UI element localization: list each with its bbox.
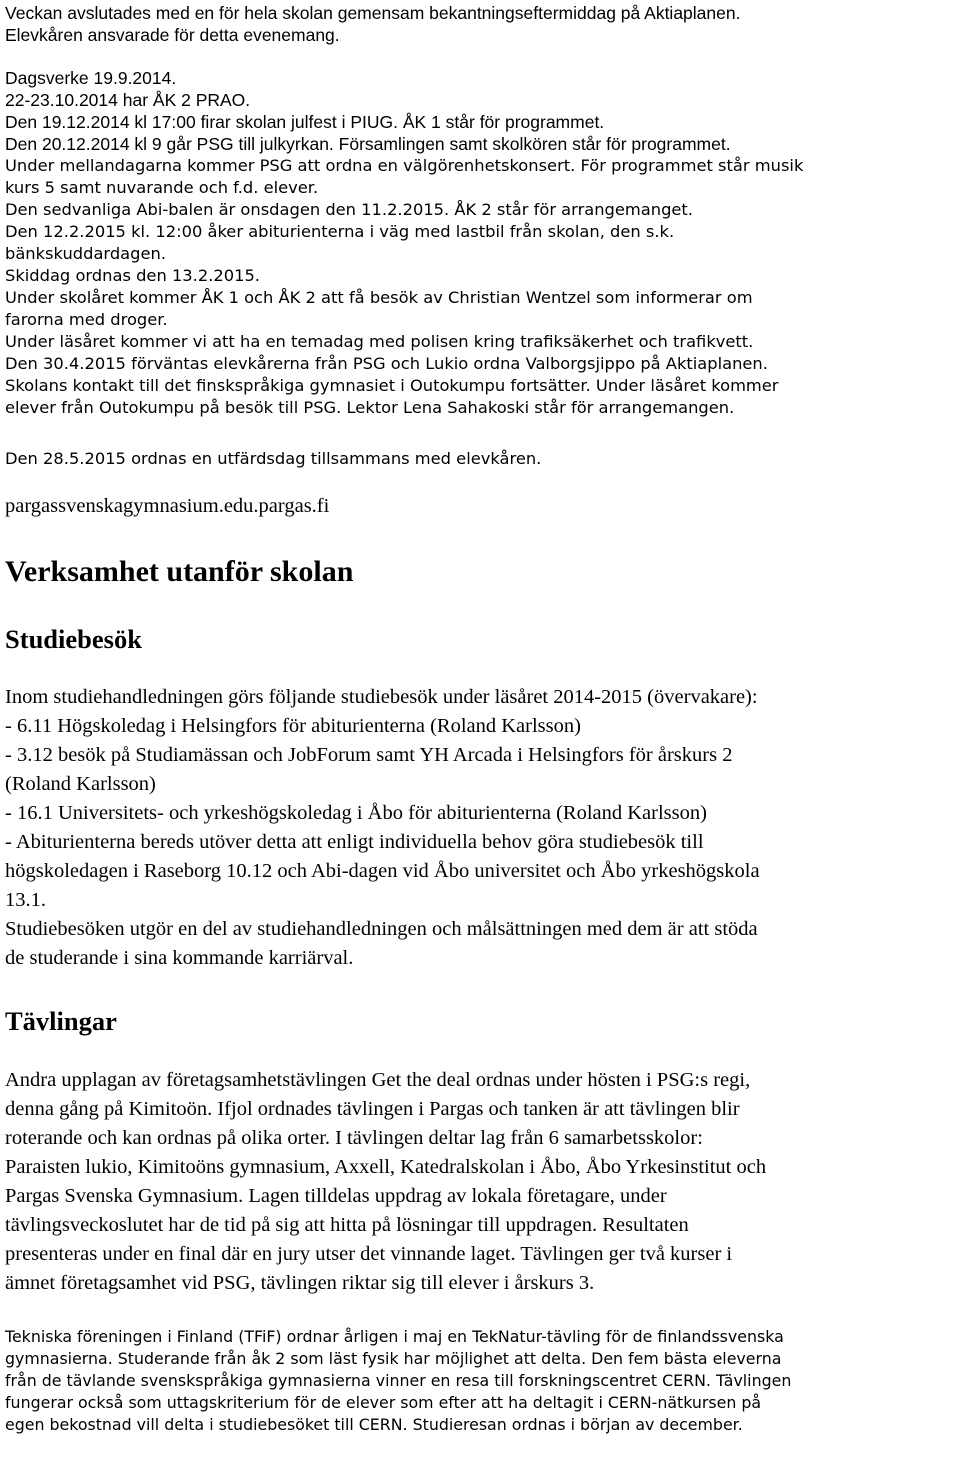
- text-line: Under skolåret kommer ÅK 1 och ÅK 2 att få besök av Christian Wentzel som informerar om: [5, 288, 753, 307]
- text-line: egen bekostnad vill delta i studiebesöket till CERN. Studieresan ordnas i början av december.: [5, 1415, 743, 1434]
- text-line: gymnasierna. Studerande från åk 2 som läst fysik har möjlighet att delta. Den fem bästa eleverna: [5, 1349, 782, 1368]
- text-line: Den 30.4.2015 förväntas elevkårerna från PSG och Lukio ordna Valborgsjippo på Aktiaplanen.: [5, 354, 768, 373]
- text-line: 22-23.10.2014 har ÅK 2 PRAO.: [5, 90, 251, 110]
- text-line: (Roland Karlsson): [5, 773, 156, 795]
- text-line: elever från Outokumpu på besök till PSG. Lektor Lena Sahakoski står för arrangemangen.: [5, 398, 735, 417]
- text-line: Tekniska föreningen i Finland (TFiF) ordnar årligen i maj en TekNatur-tävling för de finlandssvenska: [5, 1327, 784, 1346]
- heading-studiebesok: Studiebesök: [5, 624, 142, 654]
- text-line: - Abiturienterna bereds utöver detta att enligt individuella behov göra studiebesök till: [5, 831, 704, 853]
- text-line: denna gång på Kimitoön. Ifjol ordnades tävlingen i Pargas och tanken är att tävlingen blir: [5, 1098, 740, 1120]
- text-line: Studiebesöken utgör en del av studiehandledningen och målsättningen med dem är att stöda: [5, 918, 758, 940]
- text-line: högskoledagen i Raseborg 10.12 och Abi-dagen vid Åbo universitet och Åbo yrkeshögskola: [5, 860, 760, 882]
- text-line: Skolans kontakt till det finskspråkiga gymnasiet i Outokumpu fortsätter. Under läsåret kommer: [5, 376, 779, 395]
- text-line: Veckan avslutades med en för hela skolan gemensam bekantningseftermiddag på Aktiaplanen.: [5, 3, 741, 23]
- text-line: Pargas Svenska Gymnasium. Lagen tilldelas uppdrag av lokala företagare, under: [5, 1185, 667, 1207]
- text-line: Paraisten lukio, Kimitoöns gymnasium, Axxell, Katedralskolan i Åbo, Åbo Yrkesinstitut och: [5, 1156, 767, 1178]
- heading-tavlingar: Tävlingar: [5, 1006, 117, 1036]
- text-line: fungerar också som uttagskriterium för de elever som efter att ha deltagit i CERN-nätkursen på: [5, 1393, 762, 1412]
- text-line: - 3.12 besök på Studiamässan och JobForum samt YH Arcada i Helsingfors för årskurs 2: [5, 744, 733, 766]
- text-line: Inom studiehandledningen görs följande studiebesök under läsåret 2014-2015 (övervakare):: [5, 686, 758, 708]
- heading-verksamhet: Verksamhet utanför skolan: [5, 555, 354, 588]
- text-line: de studerande i sina kommande karriärval.: [5, 947, 354, 969]
- text-line: presenteras under en final där en jury utser det vinnande laget. Tävlingen ger två kurser i: [5, 1243, 733, 1265]
- text-line: 13.1.: [5, 889, 46, 911]
- text-line: Den 19.12.2014 kl 17:00 firar skolan julfest i PIUG. ÅK 1 står för programmet.: [5, 112, 605, 132]
- text-line: Den 28.5.2015 ordnas en utfärdsdag tillsammans med elevkåren.: [5, 449, 542, 468]
- text-line: roterande och kan ordnas på olika orter. I tävlingen deltar lag från 6 samarbetsskolor:: [5, 1127, 703, 1149]
- text-line: tävlingsveckoslutet har de tid på sig att hitta på lösningar till uppdragen. Resultaten: [5, 1214, 689, 1236]
- text-line: Dagsverke 19.9.2014.: [5, 68, 177, 88]
- text-line: - 6.11 Högskoledag i Helsingfors för abiturienterna (Roland Karlsson): [5, 715, 581, 737]
- website-url: pargassvenskagymnasium.edu.pargas.fi: [5, 495, 330, 517]
- text-line: Den sedvanliga Abi-balen är onsdagen den 11.2.2015. ÅK 2 står för arrangemanget.: [5, 200, 693, 219]
- text-line: Elevkåren ansvarade för detta evenemang.: [5, 25, 340, 45]
- text-line: Den 20.12.2014 kl 9 går PSG till julkyrkan. Församlingen samt skolkören står för programmet.: [5, 134, 731, 154]
- text-line: ämnet företagsamhet vid PSG, tävlingen riktar sig till elever i årskurs 3.: [5, 1272, 595, 1294]
- text-line: Under mellandagarna kommer PSG att ordna en välgörenhetskonsert. För programmet står musik: [5, 156, 804, 175]
- text-line: Den 12.2.2015 kl. 12:00 åker abiturienterna i väg med lastbil från skolan, den s.k.: [5, 222, 675, 241]
- text-line: bänkskuddardagen.: [5, 244, 166, 263]
- text-line: Under läsåret kommer vi att ha en temadag med polisen kring trafiksäkerhet och trafikvett.: [5, 332, 754, 351]
- text-line: - 16.1 Universitets- och yrkeshögskoledag i Åbo för abiturienterna (Roland Karlsson): [5, 802, 707, 824]
- text-line: från de tävlande svenskspråkiga gymnasierna vinner en resa till forskningscentret CERN. Tävlingen: [5, 1371, 792, 1390]
- text-line: kurs 5 samt nuvarande och f.d. elever.: [5, 178, 319, 197]
- text-line: farorna med droger.: [5, 310, 168, 329]
- text-line: Andra upplagan av företagsamhetstävlingen Get the deal ordnas under hösten i PSG:s regi,: [5, 1069, 751, 1091]
- text-line: Skiddag ordnas den 13.2.2015.: [5, 266, 260, 285]
